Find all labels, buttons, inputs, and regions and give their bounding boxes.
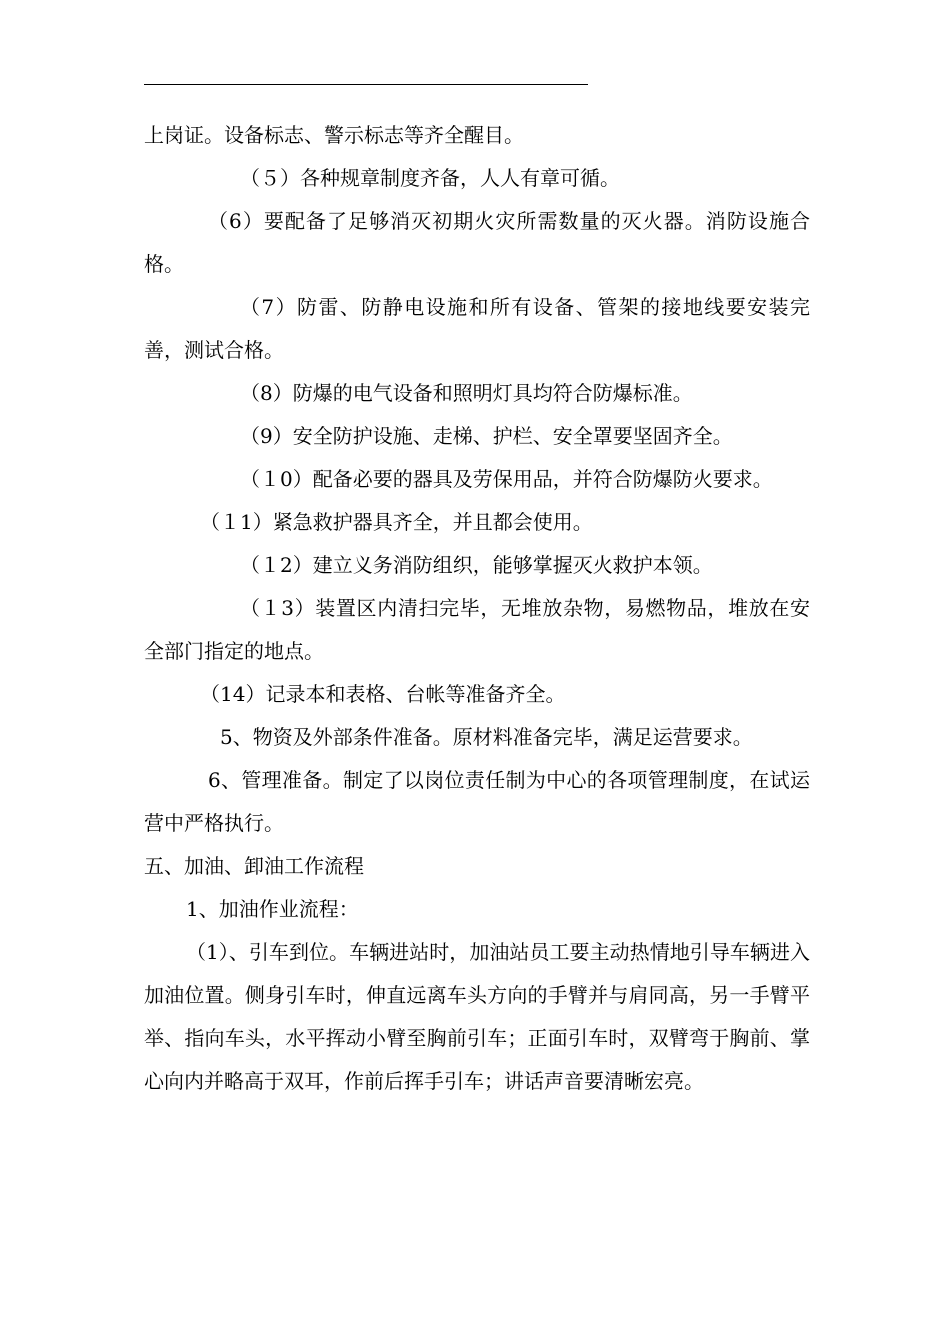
header-rule	[144, 84, 588, 85]
section-heading: 五、加油、卸油工作流程	[144, 854, 364, 878]
paragraph: 上岗证。设备标志、警示标志等齐全醒目。	[144, 123, 524, 147]
paragraph: （14）记录本和表格、台帐等准备齐全。	[200, 682, 566, 706]
paragraph: （１0）配备必要的器具及劳保用品，并符合防爆防火要求。	[240, 467, 773, 491]
paragraph: （１2）建立义务消防组织，能够掌握灭火救护本领。	[240, 553, 713, 577]
paragraph: （8）防爆的电气设备和照明灯具均符合防爆标准。	[240, 381, 693, 405]
paragraph: （５）各种规章制度齐备，人人有章可循。	[240, 166, 620, 190]
paragraph: （9）安全防护设施、走梯、护栏、安全罩要坚固齐全。	[240, 424, 733, 448]
document-body	[144, 114, 810, 1103]
paragraph: （7）防雷、防静电设施和所有设备、管架的接地线要安装完善，测试合格。	[144, 295, 810, 362]
paragraph: 5、物资及外部条件准备。原材料准备完毕，满足运营要求。	[220, 725, 753, 749]
subsection-heading: 1、加油作业流程：	[186, 897, 359, 921]
paragraph: （１1）紧急救护器具齐全，并且都会使用。	[200, 510, 593, 534]
paragraph: （1）、引车到位。车辆进站时，加油站员工要主动热情地引导车辆进入加油位置。侧身引车时，伸直远离车头方向的手臂并与肩同高，另一手臂平举、指向车头，水平挥动小臂至胸前引车；正面引车时，双臂弯于胸前、掌心向内并略高于双耳，作前后挥手引车；讲话声音要清晰宏亮。	[144, 940, 810, 1093]
paragraph: （１3）装置区内清扫完毕，无堆放杂物，易燃物品，堆放在安全部门指定的地点。	[144, 596, 810, 663]
paragraph: （6）要配备了足够消灭初期火灾所需数量的灭火器。消防设施合格。	[144, 209, 810, 276]
paragraph: 6、管理准备。制定了以岗位责任制为中心的各项管理制度，在试运营中严格执行。	[144, 768, 810, 835]
